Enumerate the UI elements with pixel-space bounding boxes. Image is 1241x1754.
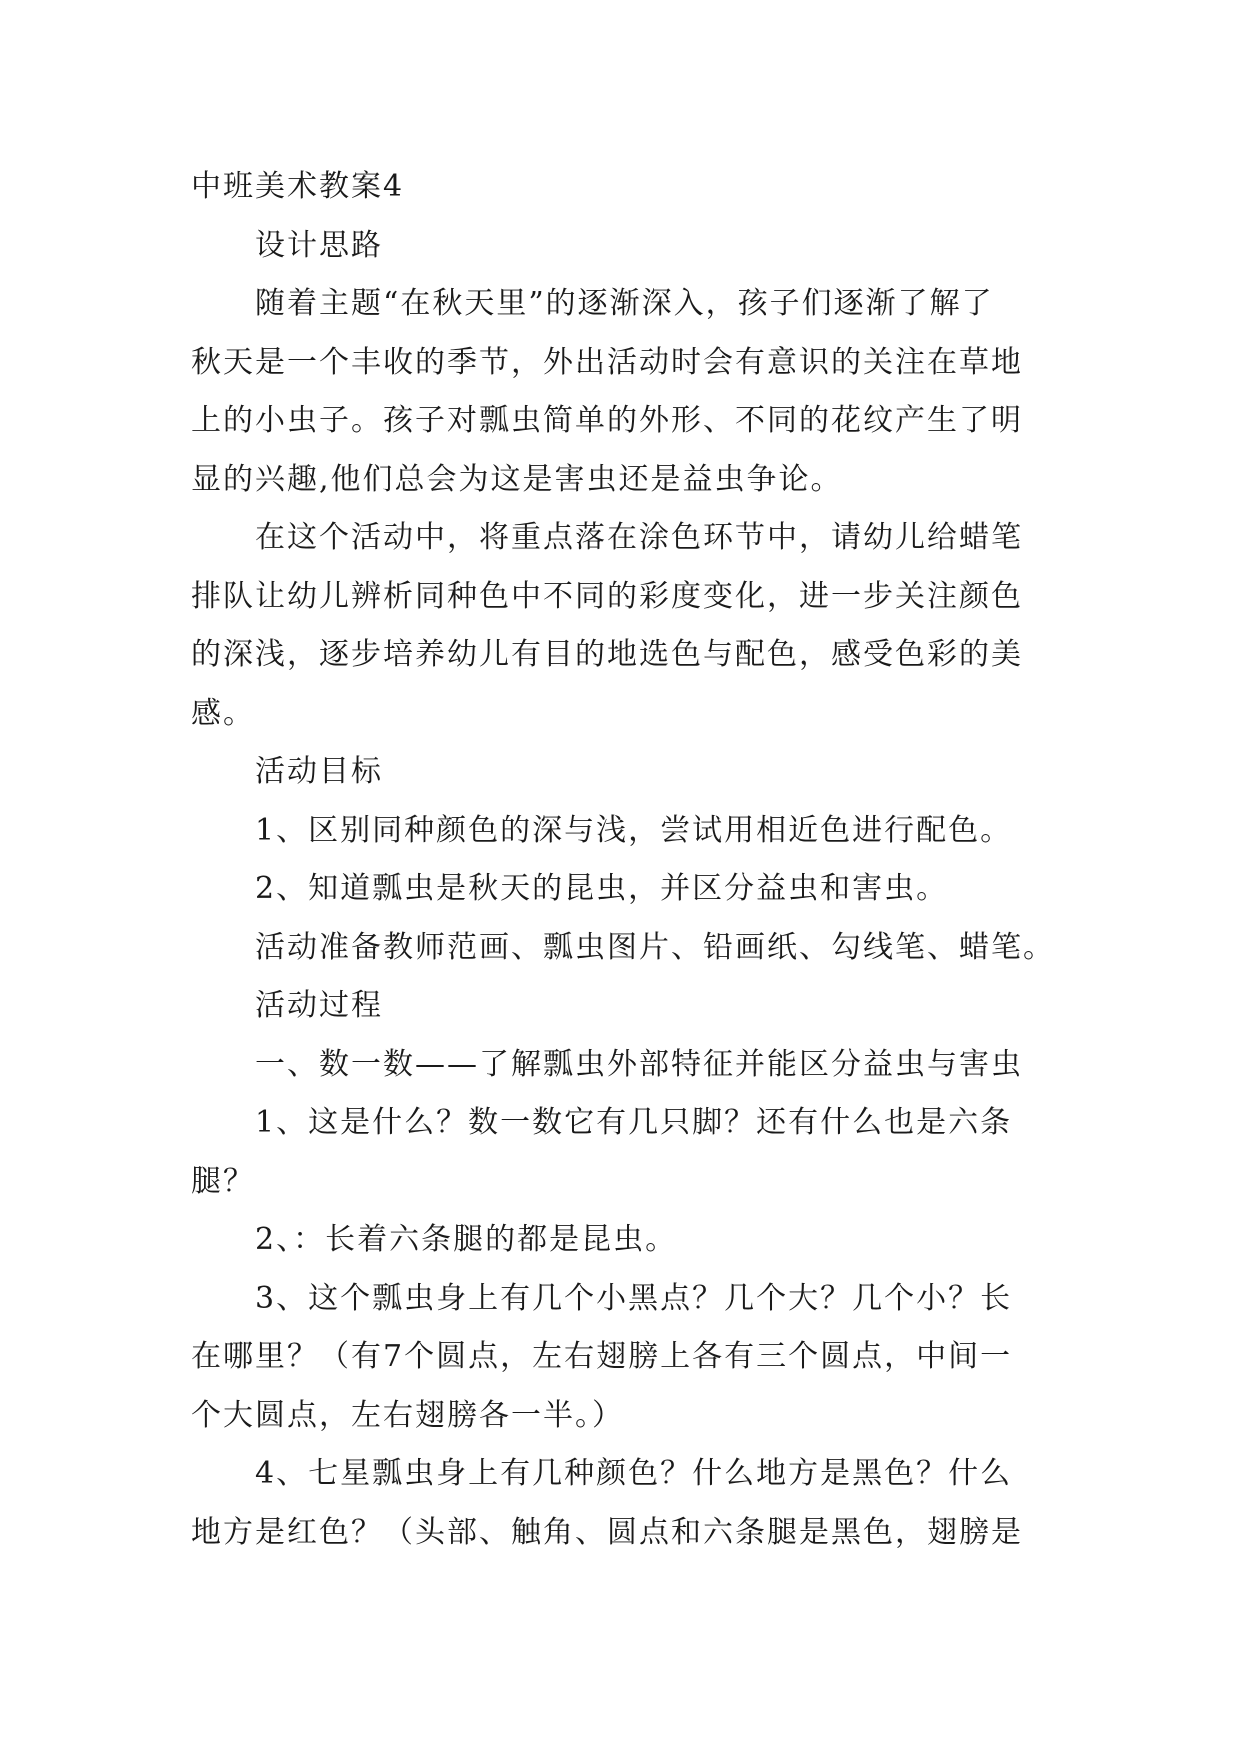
paragraph-line: 随着主题“在秋天里”的逐渐深入，孩子们逐渐了解了 bbox=[255, 286, 994, 321]
paragraph-line: 地方是红色？（头部、触角、圆点和六条腿是黑色，翅膀是 bbox=[191, 1514, 1023, 1550]
heading-design: 设计思路 bbox=[255, 227, 383, 263]
paragraph-line: 1、这是什么？数一数它有几只脚？还有什么也是六条 bbox=[255, 1105, 1013, 1140]
step-1-title: 一、数一数——了解瓢虫外部特征并能区分益虫与害虫 bbox=[255, 1046, 1023, 1082]
goal-item-1: 1、区别同种颜色的深与浅，尝试用相近色进行配色。 bbox=[255, 812, 1013, 848]
design-paragraph-2 bbox=[191, 509, 1061, 743]
document-page bbox=[191, 158, 1061, 1562]
design-paragraph-1 bbox=[191, 275, 1061, 509]
heading-goals: 活动目标 bbox=[255, 754, 383, 789]
heading-process: 活动过程 bbox=[255, 988, 383, 1023]
paragraph-line: 在哪里？（有7个圆点，左右翅膀上各有三个圆点，中间一 bbox=[191, 1339, 1013, 1374]
paragraph-line: 4、七星瓢虫身上有几种颜色？什么地方是黑色？什么 bbox=[255, 1456, 1013, 1491]
paragraph-line: 腿？ bbox=[191, 1163, 255, 1199]
goal-item-2: 2、知道瓢虫是秋天的昆虫，并区分益虫和害虫。 bbox=[255, 871, 949, 906]
paragraph-line: 个大圆点，左右翅膀各一半。） bbox=[191, 1397, 624, 1433]
paragraph-line: 上的小虫子。孩子对瓢虫简单的外形、不同的花纹产生了明 bbox=[191, 403, 1023, 438]
paragraph-line: 3、这个瓢虫身上有几个小黑点？几个大？几个小？长 bbox=[255, 1280, 1013, 1316]
question-4 bbox=[191, 1445, 1061, 1562]
question-2: 2、：长着六条腿的都是昆虫。 bbox=[255, 1222, 678, 1257]
paragraph-line: 的深浅，逐步培养幼儿有目的地选色与配色，感受色彩的美 bbox=[191, 637, 1023, 672]
document-title: 中班美术教案4 bbox=[191, 169, 405, 204]
paragraph-line: 感。 bbox=[191, 695, 255, 731]
paragraph-line: 显的兴趣,他们总会为这是害虫还是益虫争论。 bbox=[191, 461, 843, 497]
question-1 bbox=[191, 1094, 1061, 1211]
preparation-text: 活动准备教师范画、瓢虫图片、铅画纸、勾线笔、蜡笔。 bbox=[255, 929, 1055, 965]
paragraph-line: 秋天是一个丰收的季节，外出活动时会有意识的关注在草地 bbox=[191, 344, 1023, 380]
question-3 bbox=[191, 1270, 1061, 1446]
paragraph-line: 排队让幼儿辨析同种色中不同的彩度变化，进一步关注颜色 bbox=[191, 578, 1023, 614]
paragraph-line: 在这个活动中，将重点落在涂色环节中，请幼儿给蜡笔 bbox=[255, 520, 1023, 555]
